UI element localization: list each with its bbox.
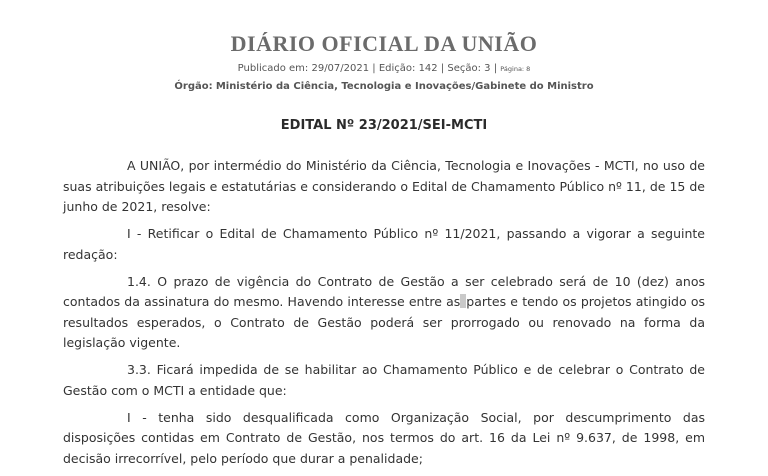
paragraph-text: I - Retificar o Edital de Chamamento Público nº 11/2021, passando a vigorar a seguinte redação:: [63, 226, 705, 262]
paragraph-text-part-1: 1.4. O prazo de vigência do Contrato de Gestão a ser celebrado será de 10 (dez) anos contados da assinatura do mesmo. Havendo interesse entre as: [63, 273, 705, 309]
publication-details: Publicado em: 29/07/2021 | Edição: 142 | Seção: 3 |: [237, 63, 498, 74]
organ-value: Ministério da Ciência, Tecnologia e Inovações/Gabinete do Ministro: [215, 81, 594, 92]
paragraph-text-part-2: partes e tendo os projetos atingido os resultados esperados, o Contrato de Gestão poderá ser prorrogado ou renovado na forma da legislação vigente.: [63, 294, 705, 350]
document-body: [63, 156, 705, 476]
paragraph: [63, 224, 705, 265]
publication-info: [0, 63, 768, 74]
paragraph: [63, 272, 705, 354]
page-title: DIÁRIO OFICIAL DA UNIÃO: [230, 31, 538, 56]
organ-info: [0, 81, 768, 92]
paragraph: 3.3. Ficará impedida de se habilitar ao Chamamento Público e de celebrar o Contrato de Gestão com o MCTI a entidade que:: [63, 362, 705, 398]
paragraph: A UNIÃO, por intermédio do Ministério da Ciência, Tecnologia e Inovações - MCTI, no uso de suas atribuições legais e estatutárias e considerando o Edital de Chamamento Público nº 11, de 15 de junho de 2021, resolve:: [63, 158, 705, 214]
page-number: Página: 8: [500, 65, 531, 73]
edital-title: EDITAL Nº 23/2021/SEI-MCTI: [280, 118, 488, 133]
paragraph: I - tenha sido desqualificada como Organização Social, por descumprimento das disposições contidas em Contrato de Gestão, nos termos do art. 16 da Lei nº 9.637, de 1998, em decisão irrecorrível, pelo período que durar a penalidade;: [63, 409, 705, 466]
organ-label: Órgão:: [174, 81, 213, 92]
